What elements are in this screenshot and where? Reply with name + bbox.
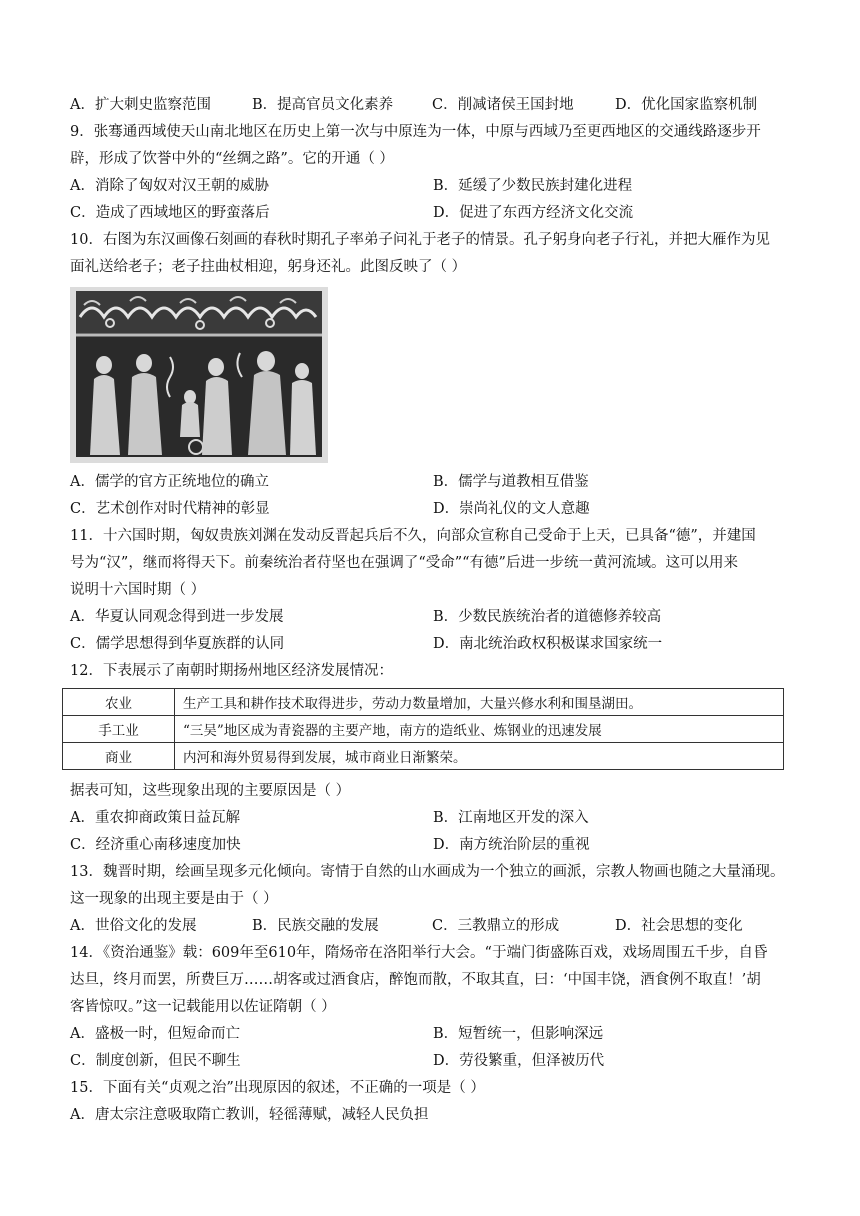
q8-options bbox=[70, 92, 800, 119]
q10-stem-line-1: 10．右图为东汉画像石刻画的春秋时期孔子率弟子问礼于老子的情景。孔子躬身向老子行礼，并把大雁作为见 bbox=[70, 232, 770, 248]
q11-option-d: D．南北统治政权积极谋求国家统一 bbox=[433, 636, 663, 652]
q12-options-row-2 bbox=[70, 832, 800, 859]
q9-option-d: D．促进了东西方经济文化交流 bbox=[433, 205, 634, 221]
q13-options bbox=[70, 913, 800, 940]
q11-stem-line-3: 说明十六国时期（ ） bbox=[70, 582, 206, 598]
q15-option-a: A．唐太宗注意吸取隋亡教训，轻徭薄赋，减轻人民负担 bbox=[70, 1107, 429, 1123]
q10-options-row-1 bbox=[70, 469, 800, 496]
q14-option-d: D．劳役繁重，但泽被历代 bbox=[433, 1053, 605, 1069]
q14-options-row-2 bbox=[70, 1048, 800, 1075]
q10-options-row-2 bbox=[70, 496, 800, 523]
q11-option-b: B．少数民族统治者的道德修养较高 bbox=[433, 609, 662, 625]
q12-question: 据表可知，这些现象出现的主要原因是（ ） bbox=[70, 783, 351, 799]
q13-stem-line-1: 13．魏晋时期，绘画呈现多元化倾向。寄情于自然的山水画成为一个独立的画派，宗教人物画也随之大量涌现。 bbox=[70, 864, 785, 880]
table-cell-category: 农业 bbox=[63, 689, 175, 716]
q10-figure bbox=[70, 281, 800, 469]
q12-options-row-1 bbox=[70, 805, 800, 832]
q12-table-wrap bbox=[70, 685, 800, 778]
q12-option-d: D．南方统治阶层的重视 bbox=[433, 837, 590, 853]
q14-stem-line-2: 达旦，终月而罢，所费巨万……胡客或过酒食店，醉饱而散，不取其直，曰：‘中国丰饶，酒食例不取直！’胡 bbox=[70, 972, 761, 988]
q11-option-a: A．华夏认同观念得到进一步发展 bbox=[70, 609, 284, 625]
q9-option-c: C．造成了西域地区的野蛮落后 bbox=[70, 205, 270, 221]
q8-option-b: B．提高官员文化素养 bbox=[252, 97, 394, 113]
q11-options-row-2 bbox=[70, 631, 800, 658]
q14-stem-line-3: 客皆惊叹。”这一记载能用以佐证隋朝（ ） bbox=[70, 999, 336, 1015]
table-row bbox=[63, 743, 784, 770]
table-row bbox=[63, 716, 784, 743]
q9-stem-line-2: 辟，形成了饮誉中外的“丝绸之路”。它的开通（ ） bbox=[70, 151, 394, 167]
q13-option-a: A．世俗文化的发展 bbox=[70, 918, 197, 934]
q14-stem-line-1: 14．《资治通鉴》载：609年至610年，隋炀帝在洛阳举行大会。“于端门街盛陈百戏，戏场周围五千步，自昏 bbox=[70, 945, 768, 961]
table-cell-category: 商业 bbox=[63, 743, 175, 770]
q13-stem-line-2: 这一现象的出现主要是由于（ ） bbox=[70, 891, 278, 907]
q11-options-row-1 bbox=[70, 604, 800, 631]
q12-stem: 12．下表展示了南朝时期扬州地区经济发展情况： bbox=[70, 663, 393, 679]
table-cell-content: “三吴”地区成为青瓷器的主要产地，南方的造纸业、炼钢业的迅速发展 bbox=[175, 716, 784, 743]
q13-option-b: B．民族交融的发展 bbox=[252, 918, 379, 934]
q11-stem-line-2: 号为“汉”，继而将得天下。前秦统治者苻坚也在强调了“受命”“有德”后进一步统一黄河流域。这可以用来 bbox=[70, 555, 738, 571]
q14-options-row-1 bbox=[70, 1021, 800, 1048]
q9-option-b: B．延缓了少数民族封建化进程 bbox=[433, 178, 633, 194]
q10-option-d: D．崇尚礼仪的文人意趣 bbox=[433, 501, 590, 517]
q12-option-c: C．经济重心南移速度加快 bbox=[70, 837, 241, 853]
table-cell-category: 手工业 bbox=[63, 716, 175, 743]
han-stone-relief-image bbox=[70, 287, 328, 463]
q13-option-c: C．三教鼎立的形成 bbox=[432, 918, 560, 934]
q8-option-d: D．优化国家监察机制 bbox=[615, 97, 758, 113]
q9-stem-line-1: 9．张骞通西域使天山南北地区在历史上第一次与中原连为一体，中原与西域乃至更西地区的交通线路逐步开 bbox=[70, 124, 761, 140]
q11-option-c: C．儒学思想得到华夏族群的认同 bbox=[70, 636, 285, 652]
table-row bbox=[63, 689, 784, 716]
q10-option-c: C．艺术创作对时代精神的彰显 bbox=[70, 501, 270, 517]
q14-option-a: A．盛极一时，但短命而亡 bbox=[70, 1026, 240, 1042]
q9-options-row-2 bbox=[70, 200, 800, 227]
q13-option-d: D．社会思想的变化 bbox=[615, 918, 743, 934]
q14-option-b: B．短暂统一，但影响深远 bbox=[433, 1026, 604, 1042]
q14-option-c: C．制度创新，但民不聊生 bbox=[70, 1053, 241, 1069]
q12-option-b: B．江南地区开发的深入 bbox=[433, 810, 589, 826]
q11-stem-line-1: 11．十六国时期，匈奴贵族刘渊在发动反晋起兵后不久，向部众宣称自己受命于上天，已具备“德”，并建国 bbox=[70, 528, 756, 544]
q10-option-b: B．儒学与道教相互借鉴 bbox=[433, 474, 589, 490]
exam-page bbox=[70, 92, 800, 1129]
table-cell-content: 生产工具和耕作技术取得进步，劳动力数量增加，大量兴修水利和围垦湖田。 bbox=[175, 689, 784, 716]
q8-option-a: A．扩大刺史监察范围 bbox=[70, 97, 211, 113]
q10-option-a: A．儒学的官方正统地位的确立 bbox=[70, 474, 269, 490]
q12-economy-table bbox=[62, 688, 784, 770]
q10-stem-line-2: 面礼送给老子；老子拄曲杖相迎，躬身还礼。此图反映了（ ） bbox=[70, 259, 467, 275]
q9-options-row-1 bbox=[70, 173, 800, 200]
q12-option-a: A．重农抑商政策日益瓦解 bbox=[70, 810, 240, 826]
q9-option-a: A．消除了匈奴对汉王朝的威胁 bbox=[70, 178, 269, 194]
q15-stem: 15．下面有关“贞观之治”出现原因的叙述，不正确的一项是（ ） bbox=[70, 1080, 485, 1096]
table-cell-content: 内河和海外贸易得到发展，城市商业日渐繁荣。 bbox=[175, 743, 784, 770]
q8-option-c: C．削减诸侯王国封地 bbox=[432, 97, 574, 113]
